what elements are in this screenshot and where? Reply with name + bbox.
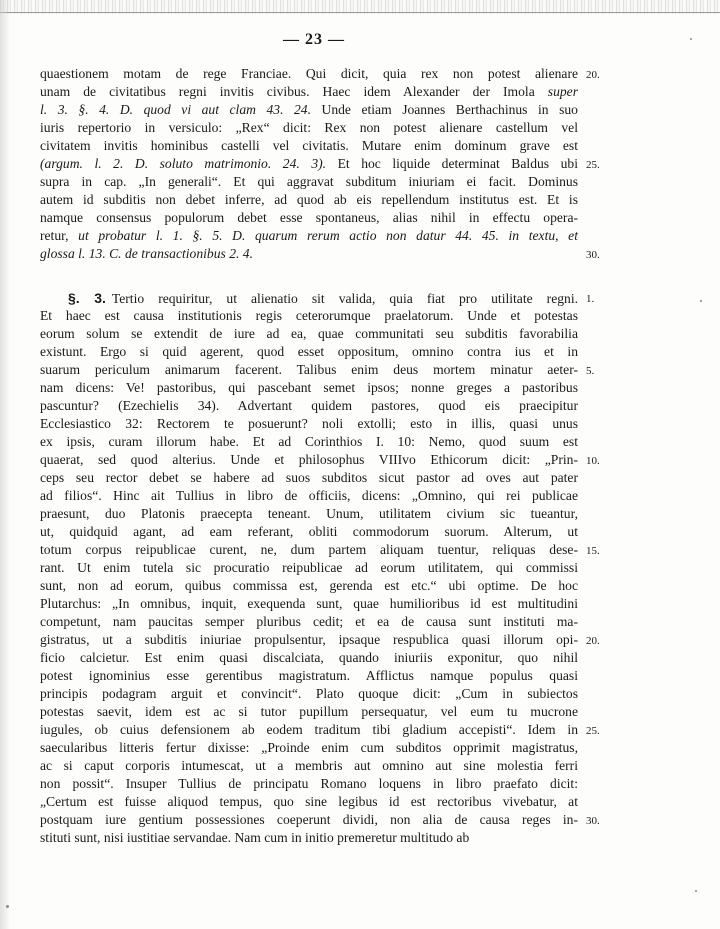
text-line <box>40 793 578 811</box>
text-segment: eorum solum se extendit de iure ad ea, quae communitati seu subditis favorabilia <box>40 326 578 341</box>
text-segment: sunt, non ad eorum, quibus commissa est, gerenda est etc.“ ubi optime. De hoc <box>40 578 578 593</box>
text-line <box>40 361 578 379</box>
italic-text-segment: ut probatur l. 1. §. 5. D. quarum rerum actio non datur 44. 45. in textu, et <box>78 228 578 243</box>
text-line <box>40 101 578 119</box>
text-segment: competunt, nam paucitas semper pluribus cedit; et ea de causa sunt instituti ma- <box>40 614 578 629</box>
text-line <box>40 667 578 685</box>
text-line <box>40 451 578 469</box>
text-line <box>40 191 578 209</box>
italic-text-segment: super <box>547 84 578 99</box>
text-segment: civitatem invitis hominibus castelli vel civitatis. Mutare enim dominum grave est <box>40 138 578 153</box>
text-line <box>40 325 578 343</box>
text-segment: iugules, ob cuius defensionem ab eodem traditum tibi gladium accepisti“. Idem in <box>40 722 578 737</box>
scan-edge-left <box>0 0 10 929</box>
text-segment: iuris repertorio in versiculo: „Rex“ dicit: Rex non potest alienare castellum vel <box>40 120 578 135</box>
text-line <box>40 245 578 263</box>
text-line <box>40 685 578 703</box>
italic-text-segment: (argum. l. 2. D. soluto matrimonio. 24. 3). <box>40 156 327 171</box>
text-line <box>40 559 578 577</box>
text-line <box>40 811 578 829</box>
text-line <box>40 739 578 757</box>
text-segment: quaestionem motam de rege Franciae. Qui dicit, quia rex non potest alienare <box>40 66 578 81</box>
text-segment: principis podagram arguit et convincit“. Plato quoque dicit: „Cum in subiectos <box>40 686 578 701</box>
italic-text-segment: glossa l. 13. C. de transactionibus 2. 4. <box>40 246 253 261</box>
text-line <box>40 523 578 541</box>
text-segment: saecularibus litteris fertur dixisse: „Proinde enim cum subditos opprimit magistratus, <box>40 740 578 755</box>
text-line <box>40 415 578 433</box>
text-line <box>40 469 578 487</box>
text-line <box>40 307 578 325</box>
text-segment: Ecclesiastico 32: Rectorem te posuerunt? noli extolli; esto in illis, quasi unus <box>40 416 578 431</box>
text-segment: Et haec est causa institutionis regis ceterorumque praelatorum. Unde et potestas <box>40 308 578 323</box>
text-segment: supra in cap. „In generali“. Et qui aggravat subditum iniuriam ei facit. Dominus <box>40 174 578 189</box>
scan-speck <box>690 38 692 40</box>
line-number: 30. <box>586 815 600 827</box>
text-line <box>40 595 578 613</box>
text-segment: Unde etiam Joannes Berthachinus in suo <box>310 102 578 117</box>
text-segment: ceps seu rector debet se habere ad suos subditos sicut pastor ad oves aut pater <box>40 470 578 485</box>
text-segment: namque consensus populorum debet esse spontaneus, alias nihil in effectu opera- <box>40 210 578 225</box>
text-line <box>40 757 578 775</box>
line-number: 1. <box>586 293 595 305</box>
text-segment: „Certum est fuisse aliquod tempus, quo sine legibus id est rectoribus vivebatur, at <box>40 794 578 809</box>
text-segment: nam dicens: Ve! pastoribus, qui pascebant semet ipsos; nonne greges a pastoribus <box>40 380 578 395</box>
text-segment: unam de civitatibus regni invitis civibus. Haec idem Alexander der Imola <box>40 84 548 99</box>
text-segment: rant. Ut enim tutela sic procuratio reipublicae ad eorum utilitatem, qui commissi <box>40 560 578 575</box>
text-segment: quaerat, sed quod alterius. Unde et philosophus VIIIvo Ethicorum dicit: „Prin- <box>40 452 578 467</box>
text-segment: totum corpus reipublicae curent, ne, dum partem aliquam tuentur, reliquas dese- <box>40 542 578 557</box>
page-number: — 23 — <box>283 31 345 48</box>
text-line <box>40 631 578 649</box>
text-segment: existunt. Ergo si quid agerent, quod esset oppositum, omnino contra ius et in <box>40 344 578 359</box>
text-segment: ut, quidquid agant, ad eam referant, obliti commodorum suorum. Alterum, ut <box>40 524 578 539</box>
line-number: 5. <box>586 365 595 377</box>
text-line <box>40 721 578 739</box>
text-segment: stituti sunt, nisi iustitiae servandae. Nam cum in initio premeretur multitudo ab <box>40 830 470 845</box>
text-segment: praesunt, duo Platonis praecepta teneant. Unum, utilitatem civium sic tueantur, <box>40 506 578 521</box>
text-line <box>40 649 578 667</box>
line-number: 20. <box>586 635 600 647</box>
text-line <box>40 65 578 83</box>
section-mark: §. 3. <box>68 290 106 306</box>
text-line <box>40 487 578 505</box>
text-line <box>40 541 578 559</box>
text-line <box>40 613 578 631</box>
text-segment: ex ipsis, curam illorum habe. Et ad Corinthios I. 10: Nemo, quod suum est <box>40 434 578 449</box>
text-segment: ac si caput corporis intumescat, ut a membris aut omnino aut sine molestia ferri <box>40 758 578 773</box>
text-segment: potestas saevit, idem est ac si tutor pupillum persequatur, vel eum tu mucrone <box>40 704 578 719</box>
text-segment: ficio calcietur. Est enim quasi discalciata, quando iniuriis exponitur, quo nihil <box>40 650 578 665</box>
line-number: 30. <box>586 249 600 261</box>
line-number: 15. <box>586 545 600 557</box>
text-segment: pascuntur? (Ezechielis 34). Advertant quidem pastores, quod eis praecipitur <box>40 398 578 413</box>
text-line <box>40 119 578 137</box>
text-line <box>40 577 578 595</box>
text-segment: autem id subditis non debet inferre, ad quod ab eis repellendum institutus est. Et is <box>40 192 578 207</box>
text-segment: retur, <box>40 228 79 243</box>
text-segment: ad filios“. Hinc ait Tullius in libro de officiis, dicens: „Omnino, qui rei publicae <box>40 488 578 503</box>
text-segment: gistratus, ut a subditis iniuriae propulsentur, ipsaque respublica quasi illorum opi- <box>40 632 578 647</box>
text-line <box>40 505 578 523</box>
text-segment: suarum periculum animarum facerent. Talibus enim deus mortem minatur aeter- <box>40 362 578 377</box>
text-segment: potest ignominius esse gerentibus magistratum. Afflictus namque populus quasi <box>40 668 578 683</box>
text-segment: Tertio requiritur, ut alienatio sit valida, quia fiat pro utilitate regni. <box>111 291 579 306</box>
text-line <box>40 173 578 191</box>
scan-edge-line <box>0 12 720 13</box>
line-number: 25. <box>586 159 600 171</box>
text-line <box>40 83 578 101</box>
text-segment: postquam iure gentium possessiones coeperunt dividi, non alia de causa reges in- <box>40 812 578 827</box>
text-line <box>40 829 578 847</box>
text-line <box>40 227 578 245</box>
text-line <box>40 703 578 721</box>
scan-speck <box>6 905 9 908</box>
text-segment: Et hoc liquide determinat Baldus ubi <box>326 156 578 171</box>
scan-speck <box>700 300 702 302</box>
line-number: 10. <box>586 455 600 467</box>
text-line <box>40 397 578 415</box>
text-segment: non possit“. Insuper Tullius de principatu Romano loquens in libro praefato dicit: <box>40 776 578 791</box>
italic-text-segment: l. 3. §. 4. D. quod vi aut clam 43. 24. <box>40 102 311 117</box>
text-segment: Plutarchus: „In omnibus, inquit, exequenda sunt, quae humilioribus id est multitudini <box>40 596 578 611</box>
text-line <box>40 775 578 793</box>
text-line <box>40 155 578 173</box>
line-number: 20. <box>586 69 600 81</box>
scan-speck <box>695 890 697 892</box>
line-number: 25. <box>586 725 600 737</box>
text-line <box>40 137 578 155</box>
text-line <box>40 379 578 397</box>
text-line <box>40 209 578 227</box>
text-line <box>40 433 578 451</box>
text-line <box>68 289 578 307</box>
text-line <box>40 343 578 361</box>
